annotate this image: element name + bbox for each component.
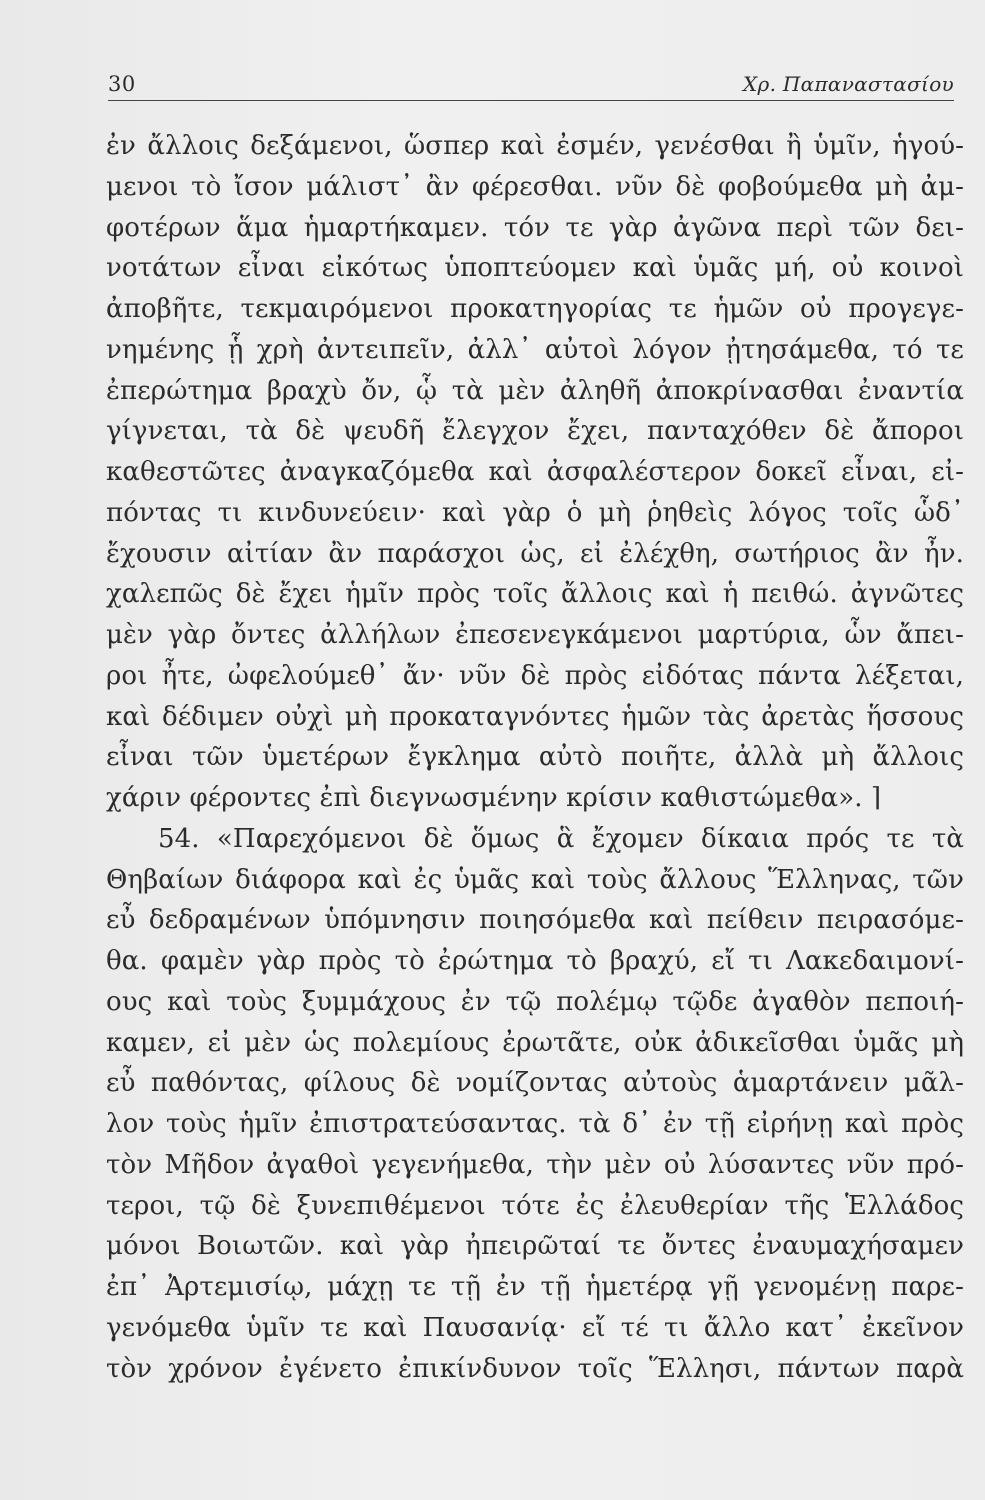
text-line: εὖ παθόντας, φίλους δὲ νομίζοντας αὐτοὺς ἁμαρτάνειν μᾶλ- <box>106 1068 964 1099</box>
page-number: 30 <box>108 72 136 96</box>
header-rule <box>108 100 954 101</box>
text-line: τὸν χρόνον ἐγένετο ἐπικίνδυνον τοῖς Ἕλλησι, πάντων παρὰ <box>106 1353 964 1384</box>
text-line: ἀποβῆτε, τεκμαιρόμενοι προκατηγορίας τε ἡμῶν οὐ προγεγε- <box>106 294 964 324</box>
text-line: νημένης ᾗ χρὴ ἀντειπεῖν, ἀλλ᾽ αὐτοὶ λόγον ᾐτησάμεθα, τό τε <box>106 334 964 365</box>
running-head: Χρ. Παπαναστασίου <box>743 72 954 96</box>
text-line: εὖ δεδραμένων ὑπόμνησιν ποιησόμεθα καὶ πείθειν πειρασόμε- <box>106 905 964 936</box>
text-line: τὸν Μῆδον ἀγαθοὶ γεγενήμεθα, τὴν μὲν οὐ λύσαντες νῦν πρό- <box>106 1149 964 1180</box>
text-line: μόνοι Βοιωτῶν. καὶ γὰρ ἠπειρῶταί τε ὄντες ἐναυμαχήσαμεν <box>106 1231 964 1262</box>
text-line: ἐπ᾽ Ἀρτεμισίῳ, μάχῃ τε τῇ ἐν τῇ ἡμετέρᾳ γῇ γενομένῃ παρε- <box>106 1272 964 1302</box>
text-line: χαλεπῶς δὲ ἔχει ἡμῖν πρὸς τοῖς ἄλλοις καὶ ἡ πειθώ. ἀγνῶτες <box>106 579 964 610</box>
text-line: μὲν γὰρ ὄντες ἀλλήλων ἐπεσενεγκάμενοι μαρτύρια, ὧν ἄπει- <box>106 620 964 650</box>
text-line: καθεστῶτες ἀναγκαζόμεθα καὶ ἀσφαλέστερον δοκεῖ εἶναι, εἰ- <box>106 457 964 487</box>
text-line: λον τοὺς ἡμῖν ἐπιστρατεύσαντας. τὰ δ᾽ ἐν τῇ εἰρήνῃ καὶ πρὸς <box>106 1109 964 1139</box>
body-text <box>106 126 964 1389</box>
text-line: καμεν, εἰ μὲν ὡς πολεμίους ἐρωτᾶτε, οὐκ ἀδικεῖσθαι ὑμᾶς μὴ <box>106 1027 964 1058</box>
text-line: Θηβαίων διάφορα καὶ ἐς ὑμᾶς καὶ τοὺς ἄλλους Ἕλληνας, τῶν <box>106 864 964 895</box>
text-line: ροι ἦτε, ὠφελούμεθ᾽ ἄν· νῦν δὲ πρὸς εἰδότας πάντα λέξεται, <box>106 660 964 691</box>
text-line: πόντας τι κινδυνεύειν· καὶ γὰρ ὁ μὴ ῥηθεὶς λόγος τοῖς ὧδ᾽ <box>106 497 964 528</box>
text-line: εἶναι τῶν ὑμετέρων ἔγκλημα αὐτὸ ποιῆτε, ἀλλὰ μὴ ἄλλοις <box>106 742 964 773</box>
text-line: ἔχουσιν αἰτίαν ἂν παράσχοι ὡς, εἰ ἐλέχθη, σωτήριος ἂν ἦν. <box>106 538 964 569</box>
text-line: γενόμεθα ὑμῖν τε καὶ Παυσανίᾳ· εἴ τέ τι ἄλλο κατ᾽ ἐκεῖνον <box>106 1312 964 1343</box>
text-line: ους καὶ τοὺς ξυμμάχους ἐν τῷ πολέμῳ τῷδε ἀγαθὸν πεποιή- <box>106 986 964 1017</box>
text-line: θα. φαμὲν γὰρ πρὸς τὸ ἐρώτημα τὸ βραχύ, εἴ τι Λακεδαιμονί- <box>106 946 964 976</box>
text-line: μενοι τὸ ἴσον μάλιστ᾽ ἂν φέρεσθαι. νῦν δὲ φοβούμεθα μὴ ἀμ- <box>106 171 964 202</box>
text-line: χάριν φέροντες ἐπὶ διεγνωσμένην κρίσιν καθιστώμεθα». ⌉ <box>106 783 882 813</box>
text-line: ἐν ἄλλοις δεξάμενοι, ὥσπερ καὶ ἐσμέν, γενέσθαι ἢ ὑμῖν, ἡγού- <box>106 131 964 161</box>
text-line: φοτέρων ἅμα ἡμαρτήκαμεν. τόν τε γὰρ ἀγῶνα περὶ τῶν δει- <box>106 212 964 243</box>
text-line: νοτάτων εἶναι εἰκότως ὑποπτεύομεν καὶ ὑμᾶς μή, οὐ κοινοὶ <box>106 253 964 284</box>
text-line: τεροι, τῷ δὲ ξυνεπιθέμενοι τότε ἐς ἐλευθερίαν τῆς Ἑλλάδος <box>106 1190 964 1221</box>
page-header <box>108 72 954 102</box>
text-line: ἐπερώτημα βραχὺ ὄν, ᾧ τὰ μὲν ἀληθῆ ἀποκρίνασθαι ἐναντία <box>106 375 964 406</box>
text-line: καὶ δέδιμεν οὐχὶ μὴ προκαταγνόντες ἡμῶν τὰς ἀρετὰς ἥσσους <box>106 701 964 732</box>
section-heading-line: 54. «Παρεχόμενοι δὲ ὅμως ἃ ἔχομεν δίκαια πρός τε τὰ <box>158 823 964 854</box>
text-line: γίγνεται, τὰ δὲ ψευδῆ ἔλεγχον ἔχει, πανταχόθεν δὲ ἄποροι <box>106 416 964 447</box>
